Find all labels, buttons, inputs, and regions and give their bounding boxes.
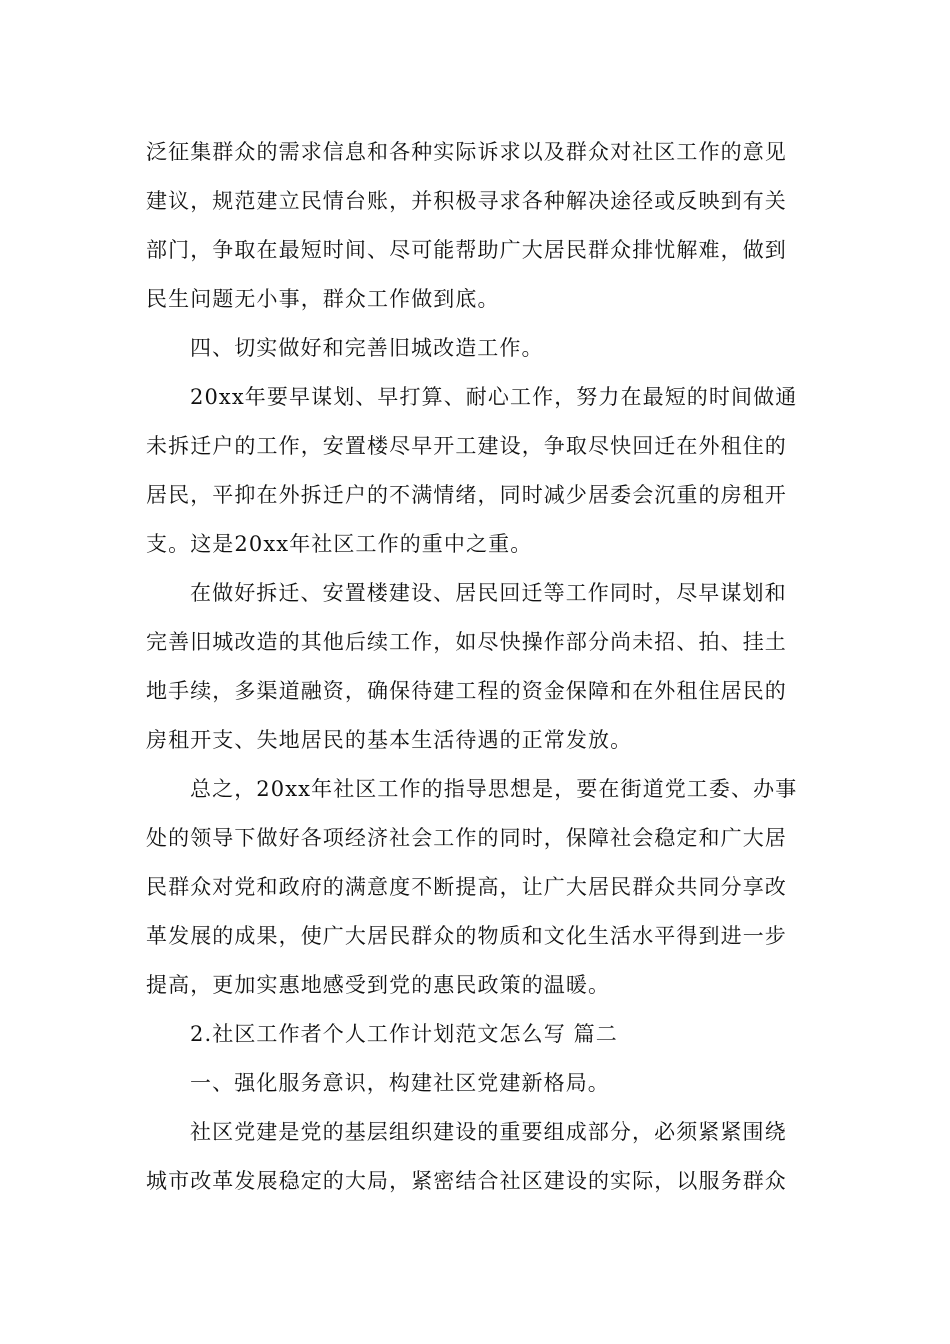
text-line: 民生问题无小事，群众工作做到底。 (146, 287, 500, 311)
section-heading-1: 一、强化服务意识，构建社区党建新格局。 (190, 1071, 610, 1095)
text-line: 民群众对党和政府的满意度不断提高，让广大居民群众共同分享改 (146, 875, 787, 899)
text-line: 完善旧城改造的其他后续工作，如尽快操作部分尚未招、拍、挂土 (146, 630, 787, 654)
text-line: 房租开支、失地居民的基本生活待遇的正常发放。 (146, 728, 633, 752)
text-line: 居民，平抑在外拆迁户的不满情绪，同时减少居委会沉重的房租开 (146, 483, 787, 507)
text-line: 革发展的成果，使广大居民群众的物质和文化生活水平得到进一步 (146, 924, 787, 948)
text-line: 处的领导下做好各项经济社会工作的同时，保障社会稳定和广大居 (146, 826, 787, 850)
text-line: 未拆迁户的工作，安置楼尽早开工建设，争取尽快回迁在外租住的 (146, 434, 787, 458)
text-line: 20xx年要早谋划、早打算、耐心工作，努力在最短的时间做通 (190, 385, 798, 409)
article-title: 2.社区工作者个人工作计划范文怎么写 篇二 (190, 1022, 618, 1046)
document-body (146, 128, 806, 1206)
text-line: 提高，更加实惠地感受到党的惠民政策的温暖。 (146, 973, 611, 997)
section-heading-4: 四、切实做好和完善旧城改造工作。 (190, 336, 544, 360)
text-line: 城市改革发展稳定的大局，紧密结合社区建设的实际，以服务群众 (146, 1169, 787, 1193)
text-line: 部门，争取在最短时间、尽可能帮助广大居民群众排忧解难，做到 (146, 238, 787, 262)
text-line: 社区党建是党的基层组织建设的重要组成部分，必须紧紧围绕 (190, 1120, 787, 1144)
text-line: 建议，规范建立民情台账，并积极寻求各种解决途径或反映到有关 (146, 189, 787, 213)
text-line: 在做好拆迁、安置楼建设、居民回迁等工作同时，尽早谋划和 (190, 581, 787, 605)
text-line: 泛征集群众的需求信息和各种实际诉求以及群众对社区工作的意见 (146, 140, 787, 164)
text-line: 支。这是20xx年社区工作的重中之重。 (146, 532, 533, 556)
text-line: 总之，20xx年社区工作的指导思想是，要在街道党工委、办事 (190, 777, 798, 801)
text-line: 地手续，多渠道融资，确保待建工程的资金保障和在外租住居民的 (146, 679, 787, 703)
